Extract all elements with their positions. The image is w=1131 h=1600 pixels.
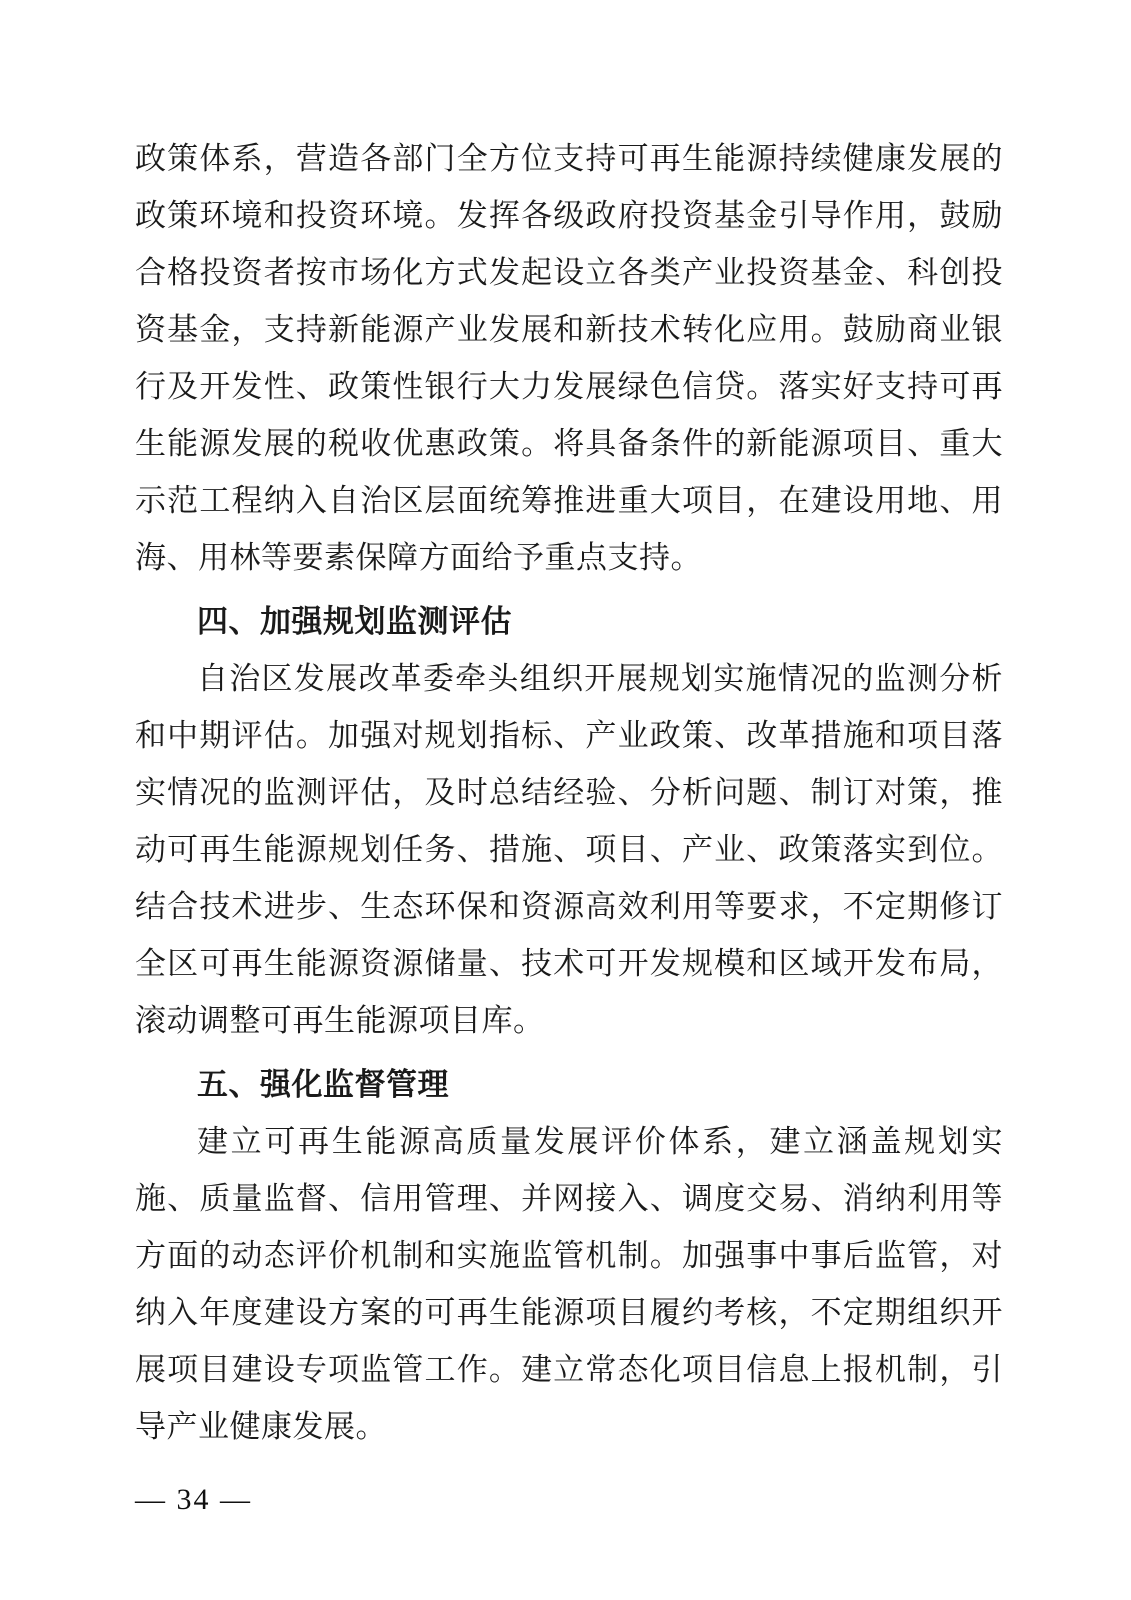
section-heading-5-supervision: 五、强化监督管理 <box>197 1067 449 1102</box>
section-heading-4-planning-monitoring: 四、加强规划监测评估 <box>197 604 512 639</box>
page-body <box>135 130 1003 1455</box>
paragraph-policy-support-continuation: 政策体系，营造各部门全方位支持可再生能源持续健康发展的政策环境和投资环境。发挥各级政府投资基金引导作用，鼓励合格投资者按市场化方式发起设立各类产业投资基金、科创投资基金，支持新能源产业发展和新技术转化应用。鼓励商业银行及开发性、政策性银行大力发展绿色信贷。落实好支持可再生能源发展的税收优惠政策。将具备条件的新能源项目、重大示范工程纳入自治区层面统筹推进重大项目，在建设用地、用海、用林等要素保障方面给予重点支持。 <box>135 141 1003 575</box>
paragraph-planning-monitoring: 自治区发展改革委牵头组织开展规划实施情况的监测分析和中期评估。加强对规划指标、产业政策、改革措施和项目落实情况的监测评估，及时总结经验、分析问题、制订对策，推动可再生能源规划任务、措施、项目、产业、政策落实到位。结合技术进步、生态环保和资源高效利用等要求，不定期修订全区可再生能源资源储量、技术可开发规模和区域开发布局，滚动调整可再生能源项目库。 <box>135 661 1003 1038</box>
paragraph-supervision-management: 建立可再生能源高质量发展评价体系，建立涵盖规划实施、质量监督、信用管理、并网接入、调度交易、消纳利用等方面的动态评价机制和实施监管机制。加强事中事后监管，对纳入年度建设方案的可再生能源项目履约考核，不定期组织开展项目建设专项监管工作。建立常态化项目信息上报机制，引导产业健康发展。 <box>135 1124 1003 1444</box>
page-number: — 34 — <box>135 1483 252 1516</box>
